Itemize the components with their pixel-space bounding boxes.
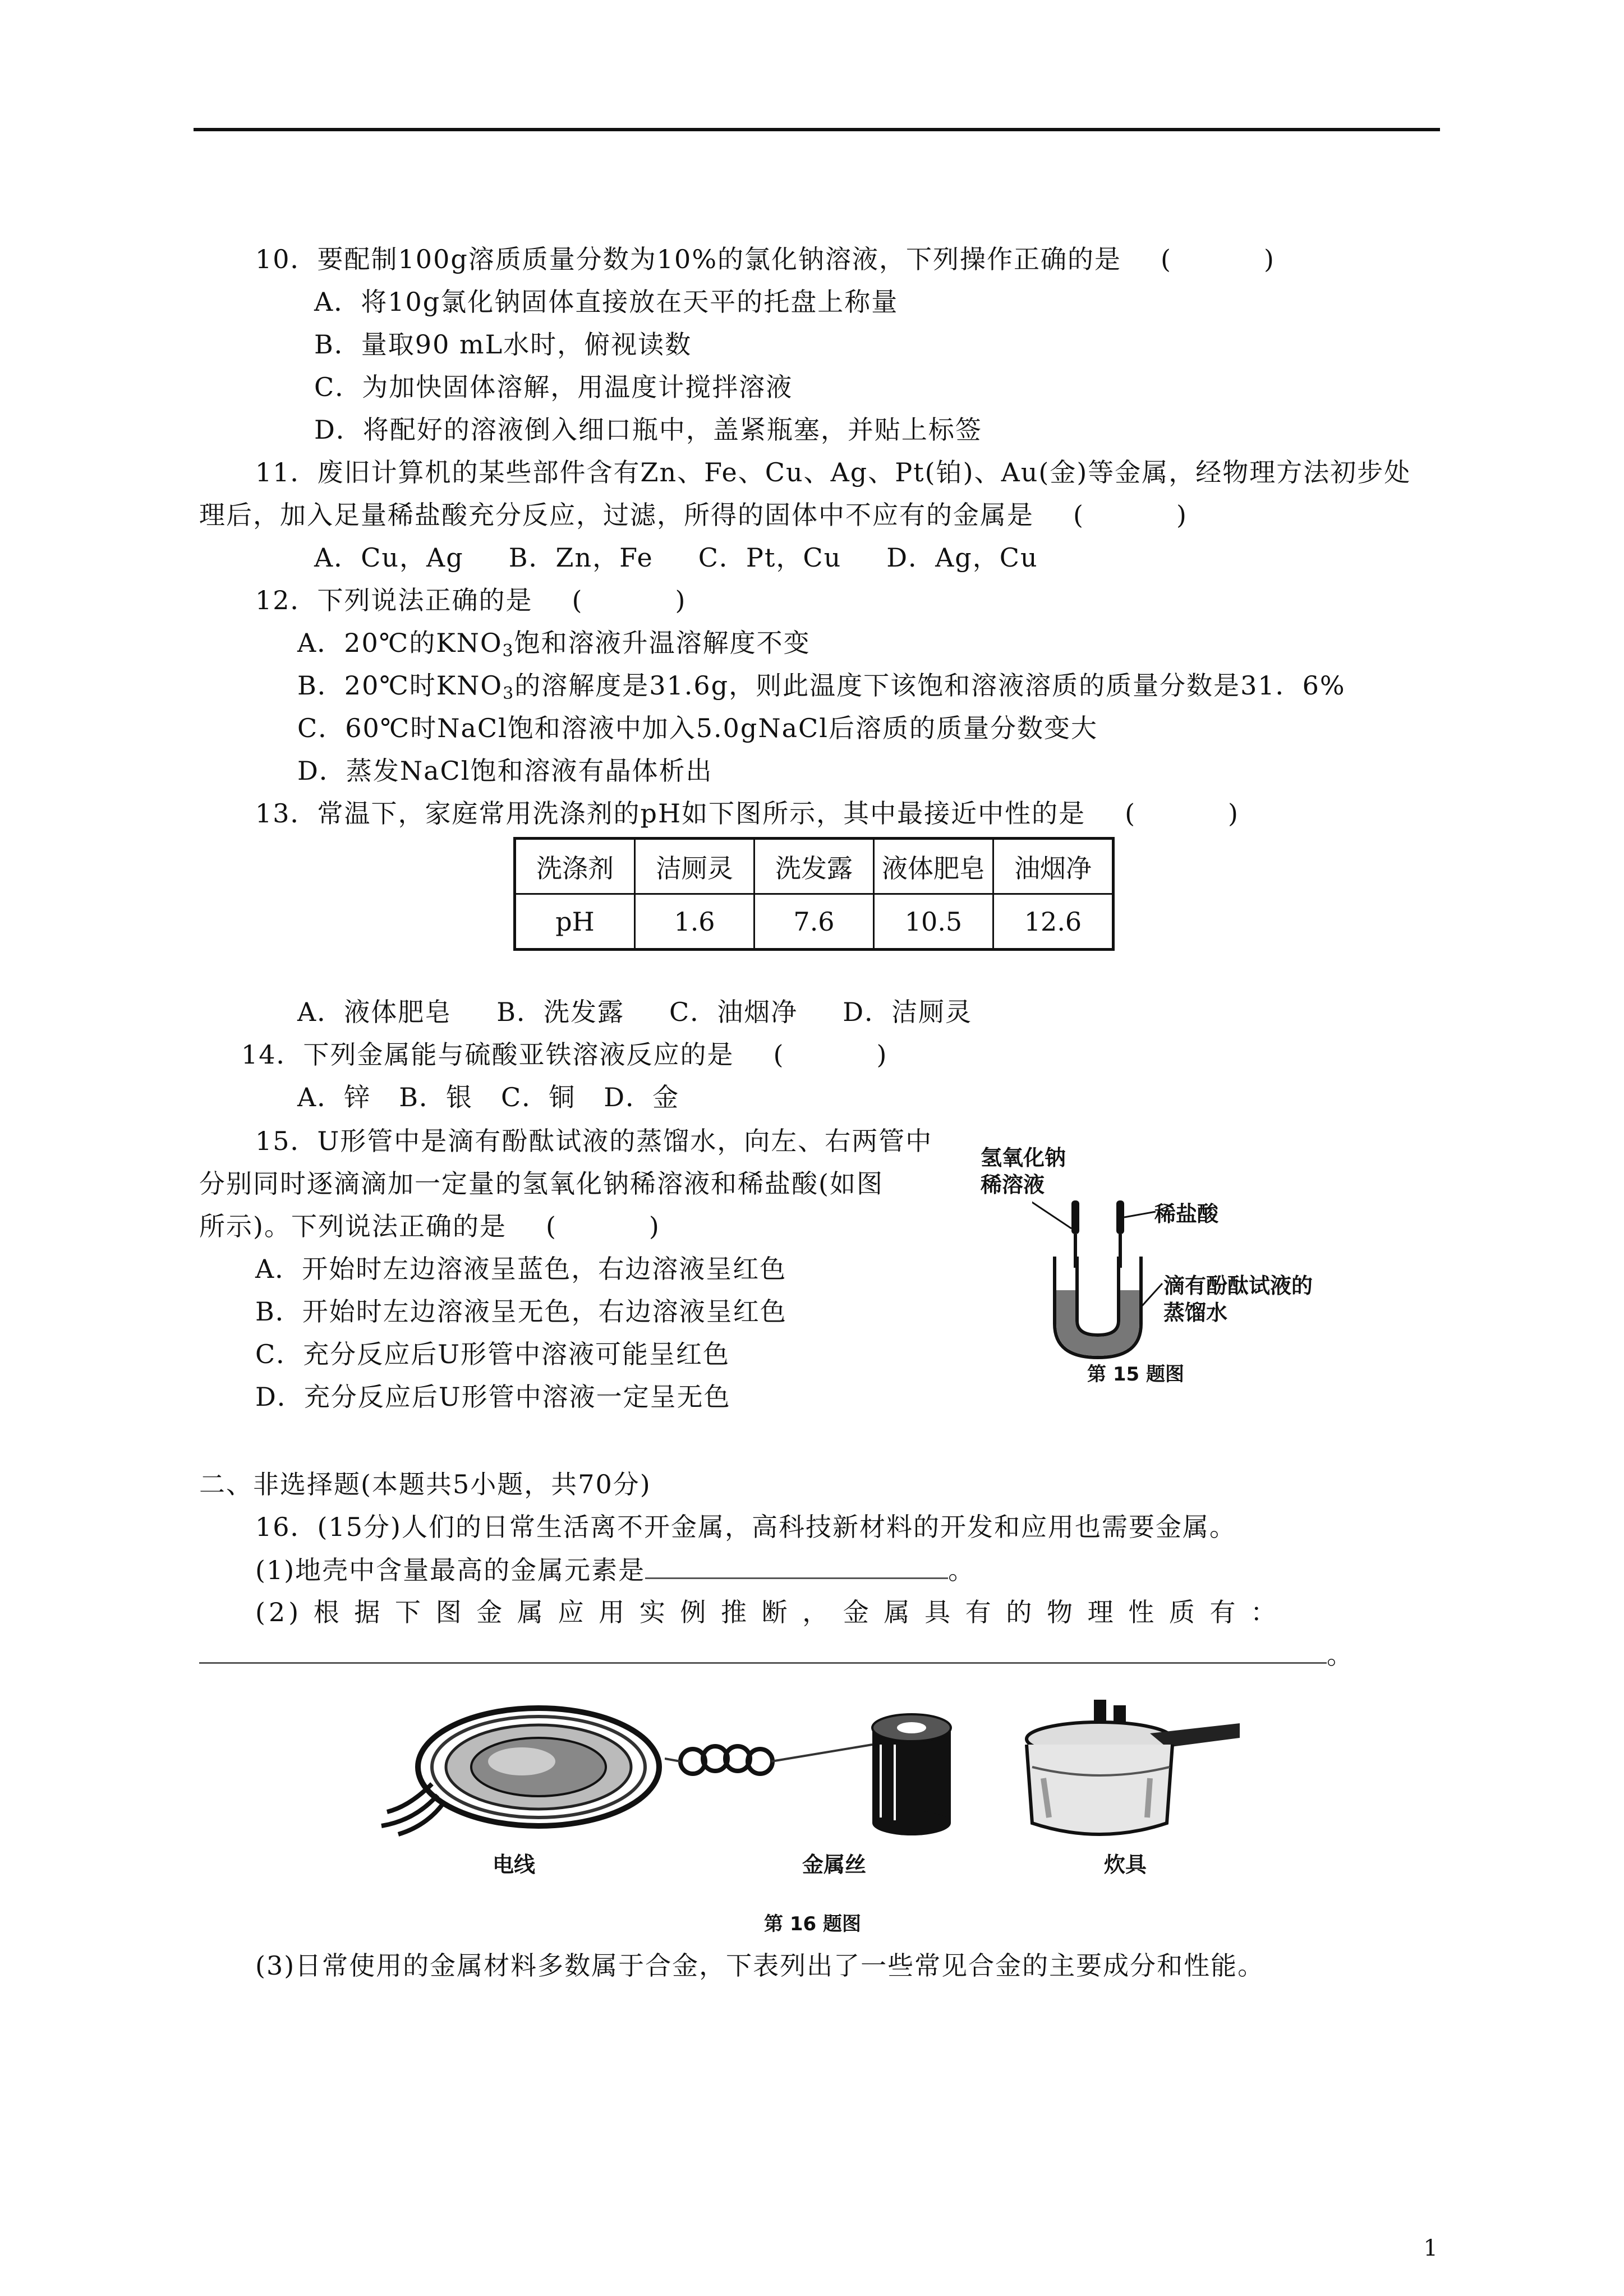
ph-table [513,837,1115,951]
q16-part3: (3)日常使用的金属材料多数属于合金，下表列出了一些常见合金的主要成分和性能。 [255,1950,1265,1981]
fig16-label-wire: 电线 [493,1852,536,1877]
q16-part2: (2) 根 据 下 图 金 属 应 用 实 例 推 断 ， 金 属 具 有 的 物 理 性 质 有 ： [255,1597,1280,1627]
table-row [515,839,1114,894]
q14-option-d: D．金 [604,1082,680,1112]
section-2-heading: 二、非选择题(本题共5小题，共70分) [199,1469,651,1499]
metal-wire-image [665,1705,956,1840]
q16-stem: 16．(15分)人们的日常生活离不开金属，高科技新材料的开发和应用也需要金属。 [255,1512,1236,1542]
q10-option-c: C．为加快固体溶解，用温度计搅拌溶液 [314,372,793,402]
table-row [515,894,1114,950]
q11-option-c: C．Pt，Cu [698,542,842,573]
q10-stem: 10．要配制100g溶质质量分数为10%的氯化钠溶液，下列操作正确的是 ( ) [255,244,1308,274]
table-cell: 油烟净 [993,839,1114,894]
table-cell: 洗涤剂 [515,839,635,894]
q14-options [297,1080,724,1114]
q15-option-d: D．充分反应后U形管中溶液一定呈无色 [255,1382,731,1412]
fig15-label-naoh-1: 氢氧化钠 [981,1145,1066,1170]
q13-option-b: B．洗发露 [496,997,625,1027]
q10-option-d: D．将配好的溶液倒入细口瓶中，盖紧瓶塞，并贴上标签 [314,415,982,445]
q12-option-c: C．60℃时NaCl饱和溶液中加入5.0gNaCl后溶质的质量分数变大 [297,713,1098,743]
q13-option-a: A．液体肥皂 [297,997,452,1027]
q16-part1: (1)地壳中含量最高的金属元素是 。 [255,1553,975,1587]
header-rule [194,128,1440,131]
q15-option-c: C．充分反应后U形管中溶液可能呈红色 [255,1339,730,1369]
table-cell: 12.6 [993,894,1114,950]
fig15-label-water-2: 蒸馏水 [1163,1300,1228,1325]
q13-options [297,995,1017,1029]
q13-stem: 13．常温下，家庭常用洗涤剂的pH如下图所示，其中最接近中性的是 ( ) [255,798,1272,829]
fig15-caption: 第 15 题图 [1087,1363,1184,1386]
q10-option-a: A．将10g氯化钠固体直接放在天平的托盘上称量 [314,287,899,317]
table-cell: 7.6 [755,894,874,950]
q13-option-d: D．洁厕灵 [843,997,973,1027]
q15-option-a: A．开始时左边溶液呈蓝色，右边溶液呈红色 [255,1254,787,1284]
table-cell: 1.6 [635,894,755,950]
q11-stem-line2: 理后，加入足量稀盐酸充分反应，过滤，所得的固体中不应有的金属是 ( ) [199,500,1220,530]
q16-part2-blank[interactable] [199,1641,1327,1664]
cookware-image [1010,1694,1245,1846]
q16-part2-answer-line: 。 [199,1638,1354,1672]
q15-option-b: B．开始时左边溶液呈无色，右边溶液呈红色 [255,1296,787,1327]
q12-stem: 12．下列说法正确的是 ( ) [255,585,719,615]
fig15-label-water-1: 滴有酚酞试液的 [1163,1273,1313,1298]
q16-part1-blank[interactable] [645,1553,948,1579]
fig16-label-cookware: 炊具 [1104,1852,1147,1877]
fig15-label-hcl: 稀盐酸 [1154,1202,1219,1226]
q15-stem-line3: 所示)。下列说法正确的是 ( ) [199,1211,693,1241]
table-cell: 10.5 [874,894,993,950]
q11-stem-line1: 11．废旧计算机的某些部件含有Zn、Fe、Cu、Ag、Pt(铂)、Au(金)等金属，经物理方法初步处 [255,457,1411,487]
fig16-label-metal-wire: 金属丝 [802,1852,867,1877]
fig16-caption: 第 16 题图 [764,1913,861,1935]
q14-option-b: B．银 [399,1082,473,1112]
table-cell: pH [515,894,635,950]
q11-options [314,541,1083,574]
q12-option-b: B．20℃时$KNO_3$的溶解度是31.6g，则此温度下该饱和溶液溶质的质量分数是31．6% [297,670,1346,703]
u-tube-figure [1032,1195,1167,1363]
q12-option-d: D．蒸发NaCl饱和溶液有晶体析出 [297,756,713,786]
q13-option-c: C．油烟净 [669,997,798,1027]
q14-stem: 14．下列金属能与硫酸亚铁溶液反应的是 ( ) [241,1039,921,1070]
table-cell: 洁厕灵 [635,839,755,894]
electric-wire-image [376,1700,690,1840]
q15-stem-line1: 15．U形管中是滴有酚酞试液的蒸馏水，向左、右两管中 [255,1126,933,1156]
q14-option-c: C．铜 [501,1082,576,1112]
page-number: 1 [1423,2235,1438,2261]
q12-option-a: A．20℃的$KNO_3$饱和溶液升温溶解度不变 [297,628,811,661]
q11-option-d: D．Ag，Cu [886,542,1038,573]
q10-option-b: B．量取90 mL水时，俯视读数 [314,329,692,360]
q11-option-a: A．Cu，Ag [314,542,464,573]
table-cell: 洗发露 [755,839,874,894]
q11-option-b: B．Zn，Fe [508,542,654,573]
q15-stem-line2: 分别同时逐滴滴加一定量的氢氧化钠稀溶液和稀盐酸(如图 [199,1168,884,1199]
q14-option-a: A．锌 [297,1082,371,1112]
table-cell: 液体肥皂 [874,839,993,894]
fig15-label-naoh-2: 稀溶液 [981,1172,1045,1197]
